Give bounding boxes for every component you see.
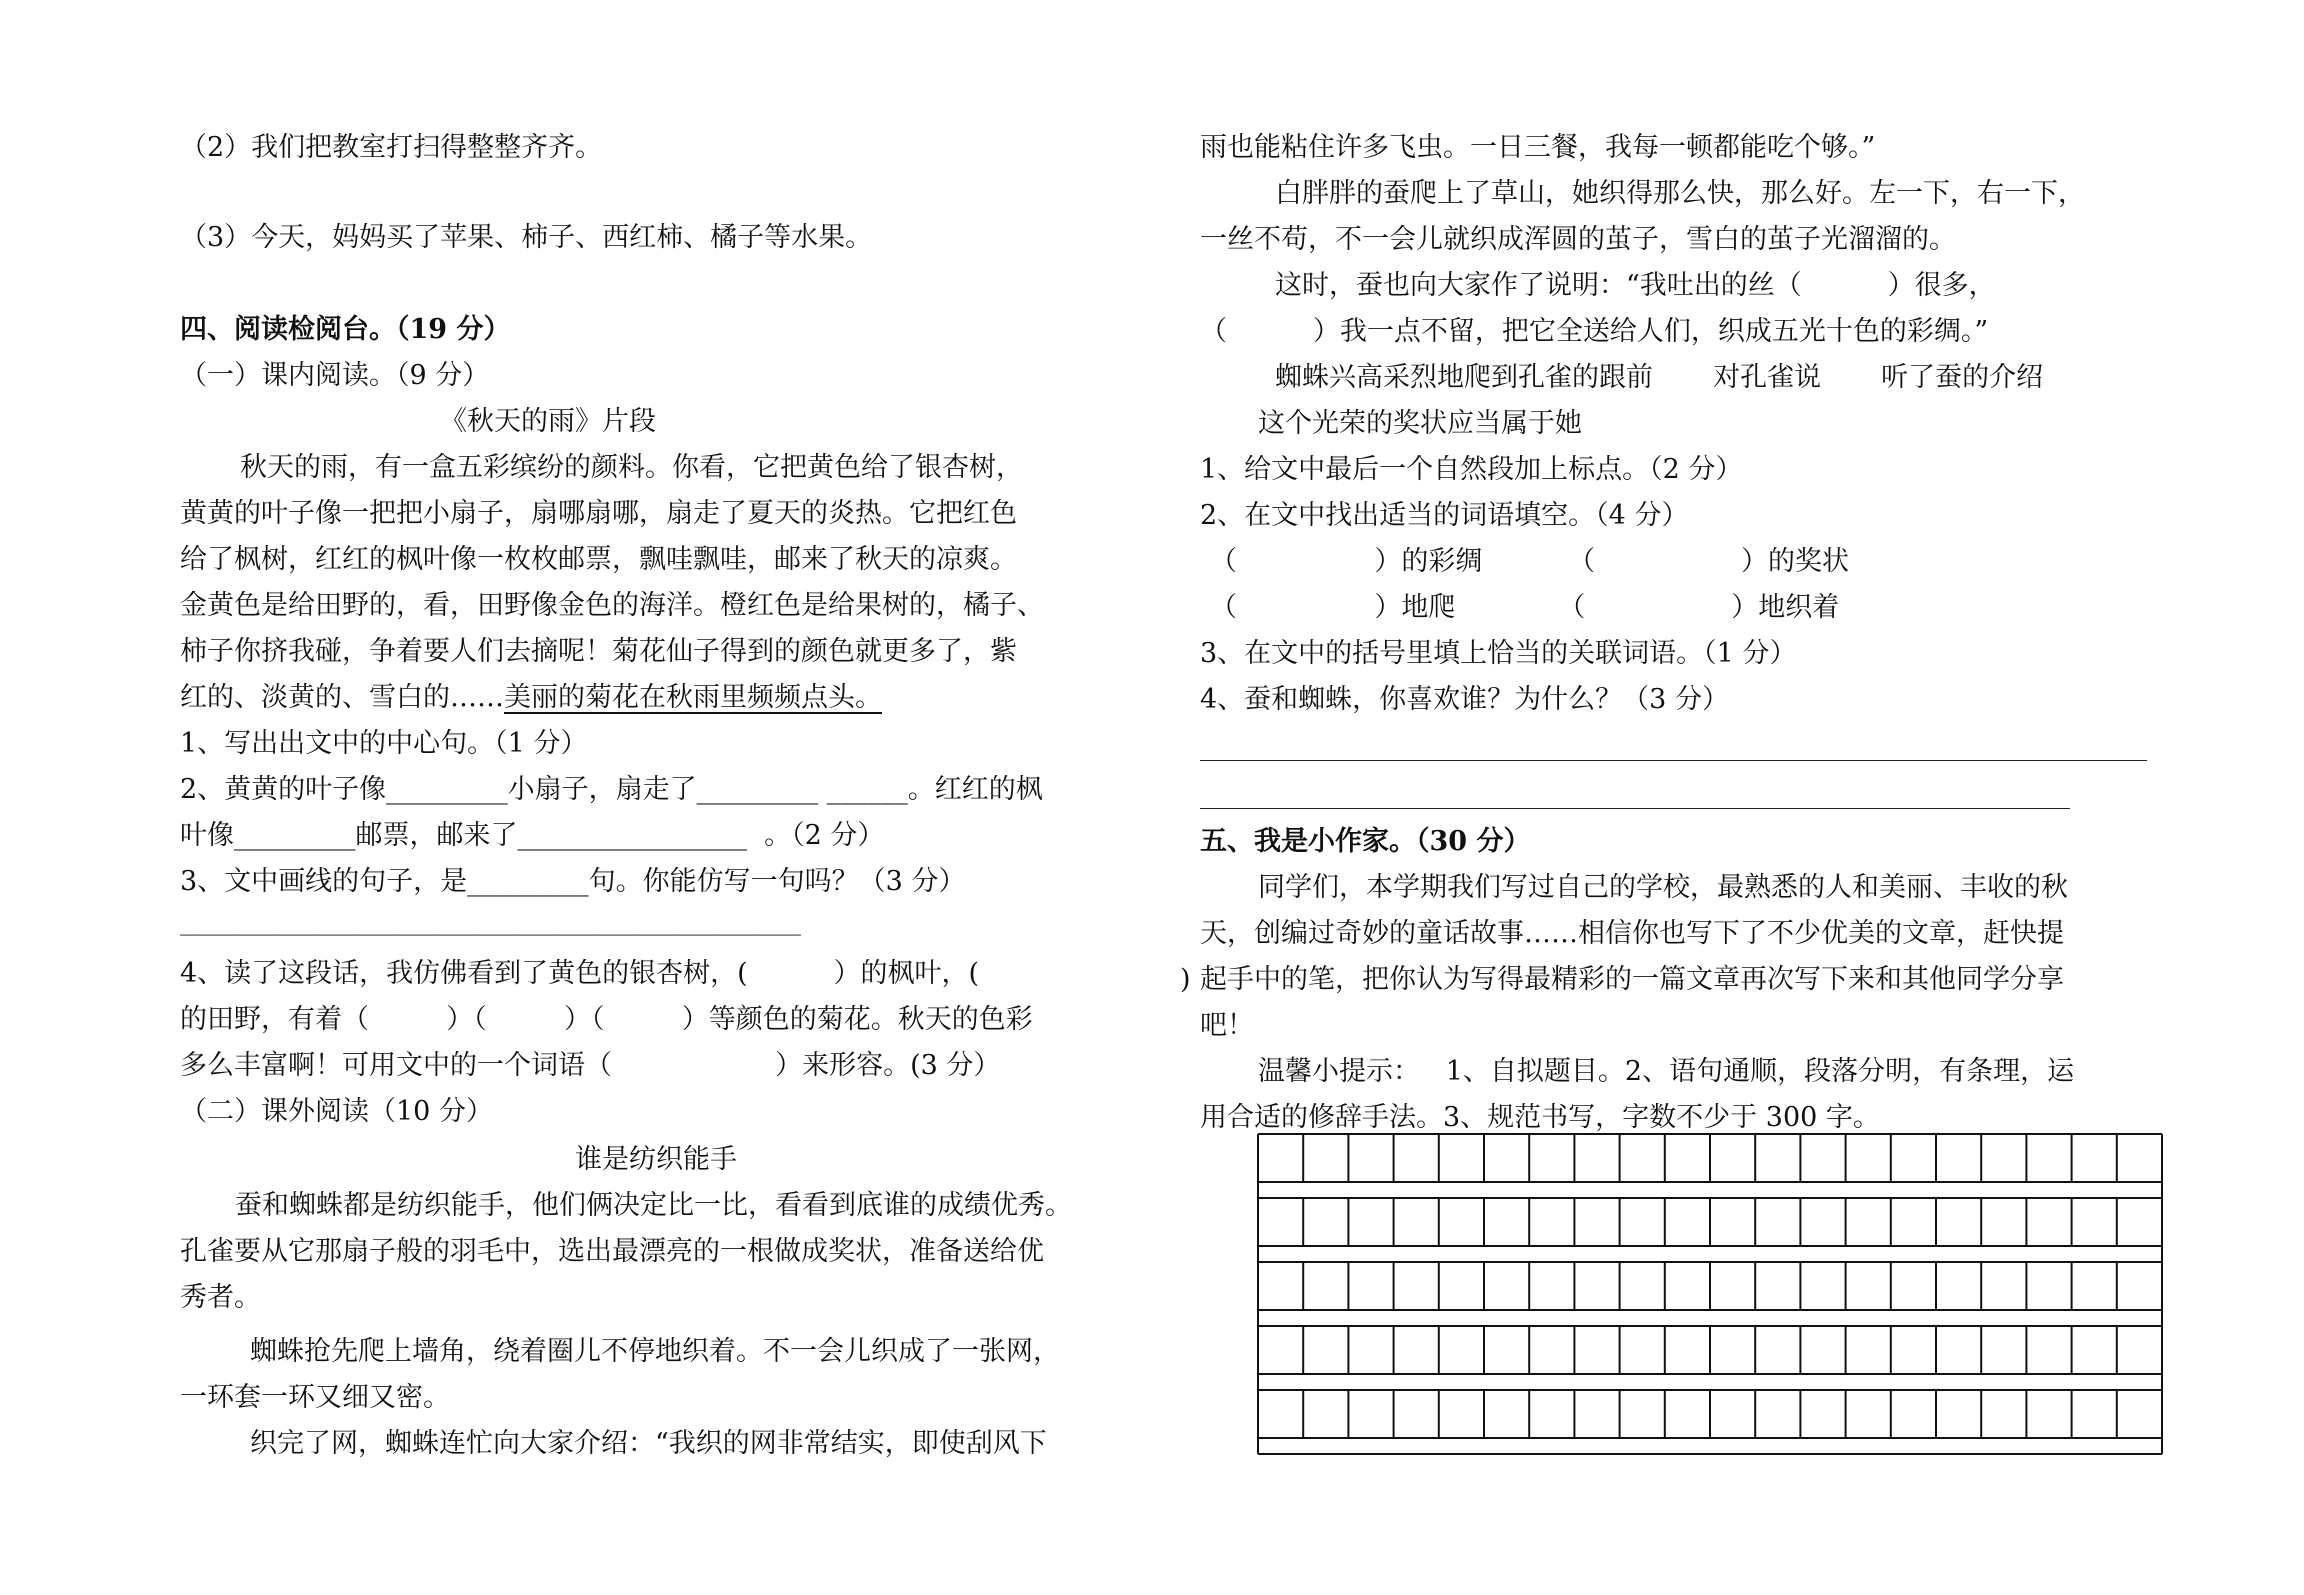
p2-question-2: 2、在文中找出适当的词语填空。（4 分） [1200,500,1689,531]
section-5-text: 同学们，本学期我们写过自己的学校，最熟悉的人和美丽、丰收的秋 [1258,872,2068,903]
passage-2-cont: （ ）我一点不留，把它全送给人们，织成五光十色的彩绸。” [1200,316,1989,347]
section-5-text: 吧！ [1200,1010,1254,1041]
answer-rule [1200,808,2070,809]
p1-question-4-cont: 多么丰富啊！可用文中的一个词语（ ）来形容。(3 分） [180,1050,1001,1081]
passage-2-line: 蜘蛛抢先爬上墙角，绕着圈儿不停地织着。不一会儿织成了一张网， [250,1336,1060,1367]
passage-2-cont: 白胖胖的蚕爬上了草山，她织得那么快，那么好。左一下，右一下， [1275,178,2085,209]
p2-question-2-blanks: （ ）地爬 （ ）地织着 [1210,592,1840,623]
part-2-heading: （二）课外阅读（10 分） [180,1096,493,1127]
writing-tips: 用合适的修辞手法。3、规范书写，字数不少于 300 字。 [1200,1102,1880,1133]
passage-2-line: 织完了网，蜘蛛连忙向大家介绍：“我织的网非常结实，即使刮风下 [250,1428,1047,1459]
answer-rule [1200,760,2147,761]
passage-1-line: 秋天的雨，有一盒五彩缤纷的颜料。你看，它把黄色给了银杏树， [240,452,1023,483]
p2-question-1: 1、给文中最后一个自然段加上标点。（2 分） [1200,454,1743,485]
side-mark: ) [1180,964,1191,995]
unpunctuated-paragraph: 蜘蛛兴高采烈地爬到孔雀的跟前 对孔雀说 听了蚕的介绍 [1275,362,2044,393]
underlined-sentence: 美丽的菊花在秋雨里频频点头。 [504,682,882,713]
p1-question-4-cont: 的田野，有着（ ）（ ）（ ）等颜色的菊花。秋天的色彩 [180,1004,1033,1035]
passage-2-line: 秀者。 [180,1282,261,1313]
passage-2-title: 谁是纺织能手 [575,1144,737,1175]
question-3-3: （3）今天，妈妈买了苹果、柿子、西红柿、橘子等水果。 [180,222,873,253]
passage-2-line: 孔雀要从它那扇子般的羽毛中，选出最漂亮的一根做成奖状，准备送给优 [180,1236,1044,1267]
p2-question-2-blanks: （ ）的彩绸 （ ）的奖状 [1210,546,1850,577]
passage-2-cont: 雨也能粘住许多飞虫。一日三餐，我每一顿都能吃个够。” [1200,132,1876,163]
p1-question-2: 2、黄黄的叶子像_________小扇子，扇走了_________ ______。红红的枫 [180,774,1043,805]
p2-question-3: 3、在文中的括号里填上恰当的关联词语。（1 分） [1200,638,1797,669]
passage-1-last-line [180,680,896,716]
passage-1-line: 黄黄的叶子像一把把小扇子，扇哪扇哪，扇走了夏天的炎热。它把红色 [180,498,1017,529]
p1-question-2-cont: 叶像_________邮票，邮来了_________________ 。（2 分） [180,820,885,851]
section-5-text: 天，创编过奇妙的童话故事……相信你也写下了不少优美的文章，赶快提 [1200,918,2064,949]
passage-1-line: 给了枫树，红红的枫叶像一枚枚邮票，飘哇飘哇，邮来了秋天的凉爽。 [180,544,1017,575]
p1-question-3: 3、文中画线的句子，是_________句。你能仿写一句吗？（3 分） [180,866,966,897]
section-5-heading: 五、我是小作家。（30 分） [1200,826,1531,857]
section-5-text: 起手中的笔，把你认为写得最精彩的一篇文章再次写下来和其他同学分享 [1200,964,2064,995]
p1-question-1: 1、写出出文中的中心句。（1 分） [180,728,588,759]
passage-1-line: 金黄色是给田野的，看，田野像金色的海洋。橙红色是给果树的，橘子、 [180,590,1044,621]
p1-question-4: 4、读了这段话，我仿佛看到了黄色的银杏树，( ）的枫叶，( [180,958,980,989]
passage-2-cont: 一丝不苟，不一会儿就织成浑圆的茧子，雪白的茧子光溜溜的。 [1200,224,1956,255]
passage-2-line: 蚕和蜘蛛都是纺织能手，他们俩决定比一比，看看到底谁的成绩优秀。 [235,1190,1072,1221]
p2-question-4: 4、蚕和蜘蛛，你喜欢谁？为什么？（3 分） [1200,684,1729,715]
passage-1-last-plain: 红的、淡黄的、雪白的…… [180,682,504,713]
passage-2-line: 一环套一环又细又密。 [180,1382,450,1413]
question-3-2: （2）我们把教室打扫得整整齐齐。 [180,132,603,163]
writing-tips: 温馨小提示： 1、自拟题目。2、语句通顺，段落分明，有条理，运 [1258,1056,2075,1087]
part-1-heading: （一）课内阅读。（9 分） [180,360,490,391]
passage-1-line: 柿子你挤我碰，争着要人们去摘呢！菊花仙子得到的颜色就更多了，紫 [180,636,1017,667]
answer-line: ______________________________________________________________ [180,911,800,936]
writing-grid[interactable] [1257,1133,2163,1463]
section-4-heading: 四、阅读检阅台。（19 分） [180,314,511,345]
passage-2-cont: 这时，蚕也向大家作了说明：“我吐出的丝（ ）很多， [1275,270,1996,301]
unpunctuated-paragraph-cont: 这个光荣的奖状应当属于她 [1258,408,1582,439]
passage-1-title: 《秋天的雨》片段 [440,406,656,437]
